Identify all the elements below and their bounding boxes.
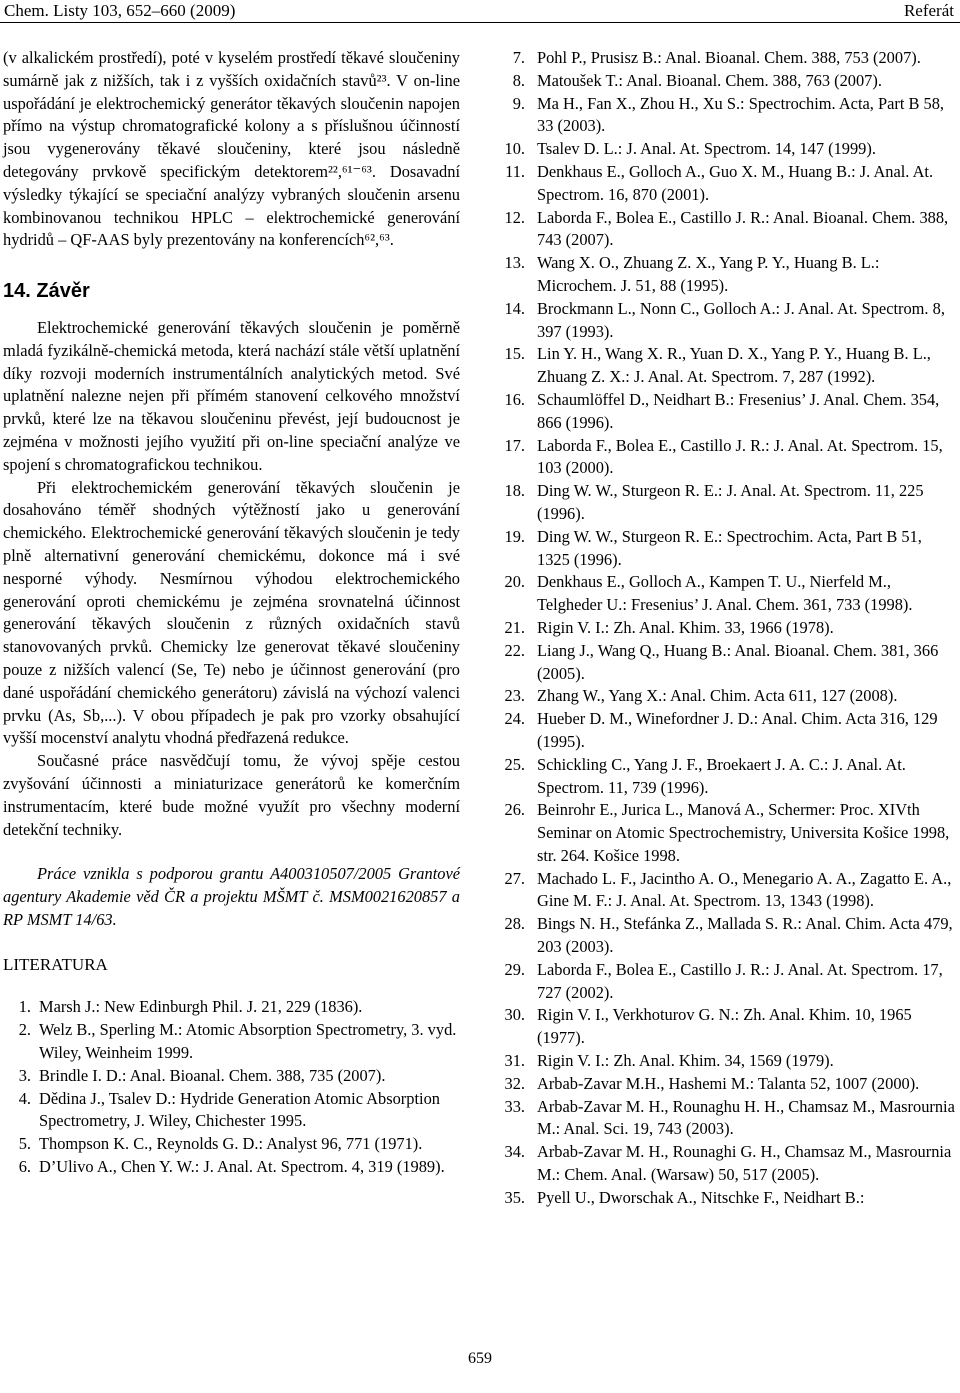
reference-item: [499, 138, 957, 161]
reference-number: 22.: [504, 640, 525, 660]
reference-text: Brockmann L., Nonn C., Golloch A.: J. Anal. At. Spectrom. 8, 397 (1993).: [537, 298, 945, 341]
reference-number: 29.: [504, 959, 525, 979]
reference-item: [499, 526, 957, 572]
left-column: [3, 47, 460, 1179]
running-header: [0, 0, 960, 22]
references-heading: LITERATURA: [3, 954, 108, 974]
reference-text: Zhang W., Yang X.: Anal. Chim. Acta 611, 127 (2008).: [537, 686, 898, 706]
reference-item: [499, 207, 957, 253]
reference-number: 7.: [512, 48, 525, 67]
reference-text: Machado L. F., Jacintho A. O., Menegario A. A., Zagatto E. A., Gine M. F.: J. Anal. At. Spectrom. 13, 1343 (1998).: [537, 868, 952, 911]
reference-number: 2.: [18, 1020, 31, 1040]
reference-number: 12.: [504, 207, 525, 227]
reference-text: Laborda F., Bolea E., Castillo J. R.: J. Anal. At. Spectrom. 15, 103 (2000).: [537, 435, 943, 478]
conclusion-paragraph-2: Při elektrochemickém generování těkavých sloučenin je dosahováno téměř shodných výtěžností jako u generování chemického. Elektrochemické generování těkavých sloučenin je tedy plně alternativní generování chemickému, dokonce má i své nesporné výhody. Nesmírnou výhodou elektrochemického generování oproti chemickému je zejména srovnatelná účinnost generování těkavých sloučenin z různých oxidačních stavů stanovovaných prvků. Chemicky lze generovat těkavé sloučeniny pouze z nižších valencí (Se, Te) nebo je účinnost generování (pro dané uspořádání chemického generátoru) závislá na výchozí valenci prvku (As, Sb,...). V obou případech je pak pro vzorky obsahující vyšší mocenství analytu vhodná předřazená redukce.: [3, 477, 460, 748]
reference-number: 30.: [504, 1005, 525, 1025]
reference-number: 20.: [504, 572, 525, 592]
reference-text: Arbab-Zavar M.H., Hashemi M.: Talanta 52, 1007 (2000).: [537, 1073, 920, 1093]
reference-text: Schickling C., Yang J. F., Broekaert J. A. C.: J. Anal. At. Spectrom. 11, 739 (1996).: [537, 754, 906, 797]
reference-number: 23.: [504, 686, 525, 706]
reference-text: Pyell U., Dworschak A., Nitschke F., Neidhart B.:: [537, 1187, 865, 1207]
reference-text: Wang X. O., Zhuang Z. X., Yang P. Y., Huang B. L.: Microchem. J. 51, 88 (1995).: [537, 253, 880, 295]
reference-text: Hueber D. M., Winefordner J. D.: Anal. Chim. Acta 316, 129 (1995).: [537, 709, 938, 751]
reference-item: [3, 1019, 460, 1065]
reference-item: [499, 389, 957, 435]
conclusion-paragraph-3: Současné práce nasvědčují tomu, že vývoj spěje cestou zvyšování účinnosti a miniaturizace generátorů ke komerčním instrumentacím, které bude možné využít pro všechny moderní detekční techniky.: [3, 751, 460, 839]
reference-item: [499, 1096, 957, 1142]
reference-item: [499, 298, 957, 344]
reference-text: Schaumlöffel D., Neidhart B.: Fresenius’ J. Anal. Chem. 354, 866 (1996).: [537, 389, 940, 432]
reference-text: Bings N. H., Stefánka Z., Mallada S. R.: Anal. Chim. Acta 479, 203 (2003).: [537, 914, 953, 957]
reference-number: 34.: [504, 1142, 525, 1162]
reference-item: [499, 161, 957, 207]
reference-item: [499, 1141, 957, 1187]
reference-item: [499, 1187, 957, 1210]
reference-number: 31.: [504, 1051, 525, 1071]
section-heading: 14. Závěr: [3, 280, 90, 303]
reference-number: 4.: [18, 1088, 31, 1108]
reference-text: Arbab-Zavar M. H., Rounaghi G. H., Chamsaz M., Masrournia M.: Chem. Anal. (Warsaw) 50, 517 (2005).: [537, 1142, 952, 1185]
reference-item: [499, 868, 957, 914]
reference-item: [499, 435, 957, 481]
reference-item: [499, 1004, 957, 1050]
reference-number: 17.: [504, 435, 525, 455]
reference-text: Matoušek T.: Anal. Bioanal. Chem. 388, 763 (2007).: [537, 70, 882, 90]
reference-number: 10.: [504, 139, 525, 159]
reference-number: 18.: [504, 481, 525, 501]
reference-text: Pohl P., Prusisz B.: Anal. Bioanal. Chem. 388, 753 (2007).: [537, 48, 921, 67]
right-column: [499, 47, 957, 1210]
acknowledgement: Práce vznikla s podporou grantu A400310507/2005 Grantové agentury Akademie věd ČR a projektu MŠMT č. MSM0021620857 a RP MSMT 14/63.: [3, 864, 460, 929]
reference-text: Lin Y. H., Wang X. R., Yuan D. X., Yang P. Y., Huang B. L., Zhuang Z. X.: J. Anal. At. Spectrom. 7, 287 (1992).: [537, 344, 931, 387]
reference-number: 28.: [504, 914, 525, 934]
reference-text: Arbab-Zavar M. H., Rounaghu H. H., Chamsaz M., Masrournia M.: Anal. Sci. 19, 743 (2003).: [537, 1096, 955, 1139]
reference-number: 35.: [504, 1187, 525, 1207]
reference-item: [499, 571, 957, 617]
reference-text: Marsh J.: New Edinburgh Phil. J. 21, 229 (1836).: [39, 997, 363, 1017]
reference-number: 27.: [504, 868, 525, 888]
reference-number: 6.: [18, 1157, 31, 1177]
reference-number: 13.: [504, 253, 525, 273]
reference-text: Denkhaus E., Golloch A., Kampen T. U., Nierfeld M., Telgheder U.: Fresenius’ J. Anal. Chem. 361, 733 (1998).: [537, 572, 913, 615]
reference-text: Liang J., Wang Q., Huang B.: Anal. Bioanal. Chem. 381, 366 (2005).: [537, 640, 939, 683]
reference-number: 3.: [18, 1065, 31, 1085]
reference-number: 15.: [504, 344, 525, 364]
reference-text: Tsalev D. L.: J. Anal. At. Spectrom. 14, 147 (1999).: [537, 139, 876, 159]
reference-text: Ding W. W., Sturgeon R. E.: Spectrochim. Acta, Part B 51, 1325 (1996).: [537, 526, 922, 569]
reference-item: [3, 1133, 460, 1156]
reference-item: [499, 685, 957, 708]
reference-text: Beinrohr E., Jurica L., Manová A., Schermer: Proc. XIVth Seminar on Atomic Spectrochemistry, Universita Košice 1998, str. 264. Košice 1998.: [537, 800, 950, 865]
reference-item: [499, 708, 957, 754]
reference-number: 11.: [505, 161, 525, 181]
reference-text: Brindle I. D.: Anal. Bioanal. Chem. 388, 735 (2007).: [39, 1065, 386, 1085]
reference-item: [499, 252, 957, 298]
intro-paragraph: (v alkalickém prostředí), poté v kyselém prostředí těkavé sloučeniny sumárně jak z nižších, tak i z vyšších oxidačních stavů²³. V on-line uspořádání je elektrochemický generátor těkavých sloučenin napojen přímo na výstup chromatografické kolony a s příslušnou účinností jsou vygenerovány těkavé sloučeniny, které jsou následně detegovány prvkově specifickým detektorem²²,⁶¹⁻⁶³. Dosavadní výsledky týkající se speciační analýzy vybraných sloučenin arsenu kombinovanou technikou HPLC – elektrochemické generování hydridů – QF-AAS byly prezentovány na konferencích⁶²,⁶³.: [3, 48, 460, 250]
reference-text: Thompson K. C., Reynolds G. D.: Analyst 96, 771 (1971).: [39, 1134, 423, 1154]
reference-item: [3, 1156, 460, 1179]
reference-item: [499, 799, 957, 867]
reference-number: 24.: [504, 709, 525, 729]
reference-item: [3, 996, 460, 1019]
journal-citation: Chem. Listy 103, 652–660 (2009): [4, 1, 236, 20]
reference-number: 33.: [504, 1096, 525, 1116]
reference-number: 5.: [18, 1134, 31, 1154]
reference-item: [499, 480, 957, 526]
reference-number: 32.: [504, 1073, 525, 1093]
reference-number: 21.: [504, 617, 525, 637]
references-list-right: [499, 47, 957, 1210]
reference-number: 26.: [504, 800, 525, 820]
reference-text: Dědina J., Tsalev D.: Hydride Generation Atomic Absorption Spectrometry, J. Wiley, Chichester 1995.: [39, 1088, 440, 1131]
page-number: 659: [468, 1350, 492, 1367]
reference-item: [499, 47, 957, 70]
reference-number: 1.: [18, 997, 31, 1017]
reference-number: 8.: [512, 70, 525, 90]
reference-item: [499, 1073, 957, 1096]
reference-text: Rigin V. I.: Zh. Anal. Khim. 34, 1569 (1979).: [537, 1051, 834, 1071]
reference-number: 16.: [504, 389, 525, 409]
section-label: Referát: [903, 1, 954, 20]
conclusion-paragraph-1: Elektrochemické generování těkavých sloučenin je poměrně mladá fyzikálně-chemická metoda, která nachází stále větší uplatnění díky rozvoji moderních instrumentálních analytických metod. Své uplatnění nalezne nejen při přímém stanovení celkového množství prvků, které lze na těkavou sloučeninu převést, její budoucnost je zejména v možnosti jejího využití při on-line speciační analýze ve spojení s chromatografickou technikou.: [3, 317, 460, 474]
reference-item: [499, 343, 957, 389]
reference-item: [3, 1088, 460, 1134]
reference-number: 25.: [504, 754, 525, 774]
reference-item: [499, 70, 957, 93]
reference-item: [499, 1050, 957, 1073]
reference-text: Rigin V. I., Verkhoturov G. N.: Zh. Anal. Khim. 10, 1965 (1977).: [537, 1005, 912, 1048]
reference-text: Denkhaus E., Golloch A., Guo X. M., Huang B.: J. Anal. At. Spectrom. 16, 870 (2001).: [537, 161, 934, 204]
reference-text: Rigin V. I.: Zh. Anal. Khim. 33, 1966 (1978).: [537, 617, 834, 637]
reference-item: [499, 617, 957, 640]
reference-item: [3, 1065, 460, 1088]
reference-item: [499, 959, 957, 1005]
reference-text: D’Ulivo A., Chen Y. W.: J. Anal. At. Spectrom. 4, 319 (1989).: [39, 1157, 445, 1177]
reference-text: Laborda F., Bolea E., Castillo J. R.: J. Anal. At. Spectrom. 17, 727 (2002).: [537, 959, 943, 1002]
reference-number: 14.: [504, 298, 525, 318]
header-rule: [0, 22, 960, 23]
reference-text: Ma H., Fan X., Zhou H., Xu S.: Spectrochim. Acta, Part B 58, 33 (2003).: [537, 93, 944, 136]
reference-item: [499, 93, 957, 139]
reference-item: [499, 913, 957, 959]
reference-number: 9.: [512, 93, 525, 113]
references-list-left: [3, 996, 460, 1178]
reference-text: Welz B., Sperling M.: Atomic Absorption Spectrometry, 3. vyd. Wiley, Weinheim 1999.: [39, 1020, 457, 1063]
reference-number: 19.: [504, 526, 525, 546]
reference-text: Ding W. W., Sturgeon R. E.: J. Anal. At. Spectrom. 11, 225 (1996).: [537, 481, 924, 523]
reference-item: [499, 640, 957, 686]
reference-item: [499, 754, 957, 800]
reference-text: Laborda F., Bolea E., Castillo J. R.: Anal. Bioanal. Chem. 388, 743 (2007).: [537, 207, 949, 250]
